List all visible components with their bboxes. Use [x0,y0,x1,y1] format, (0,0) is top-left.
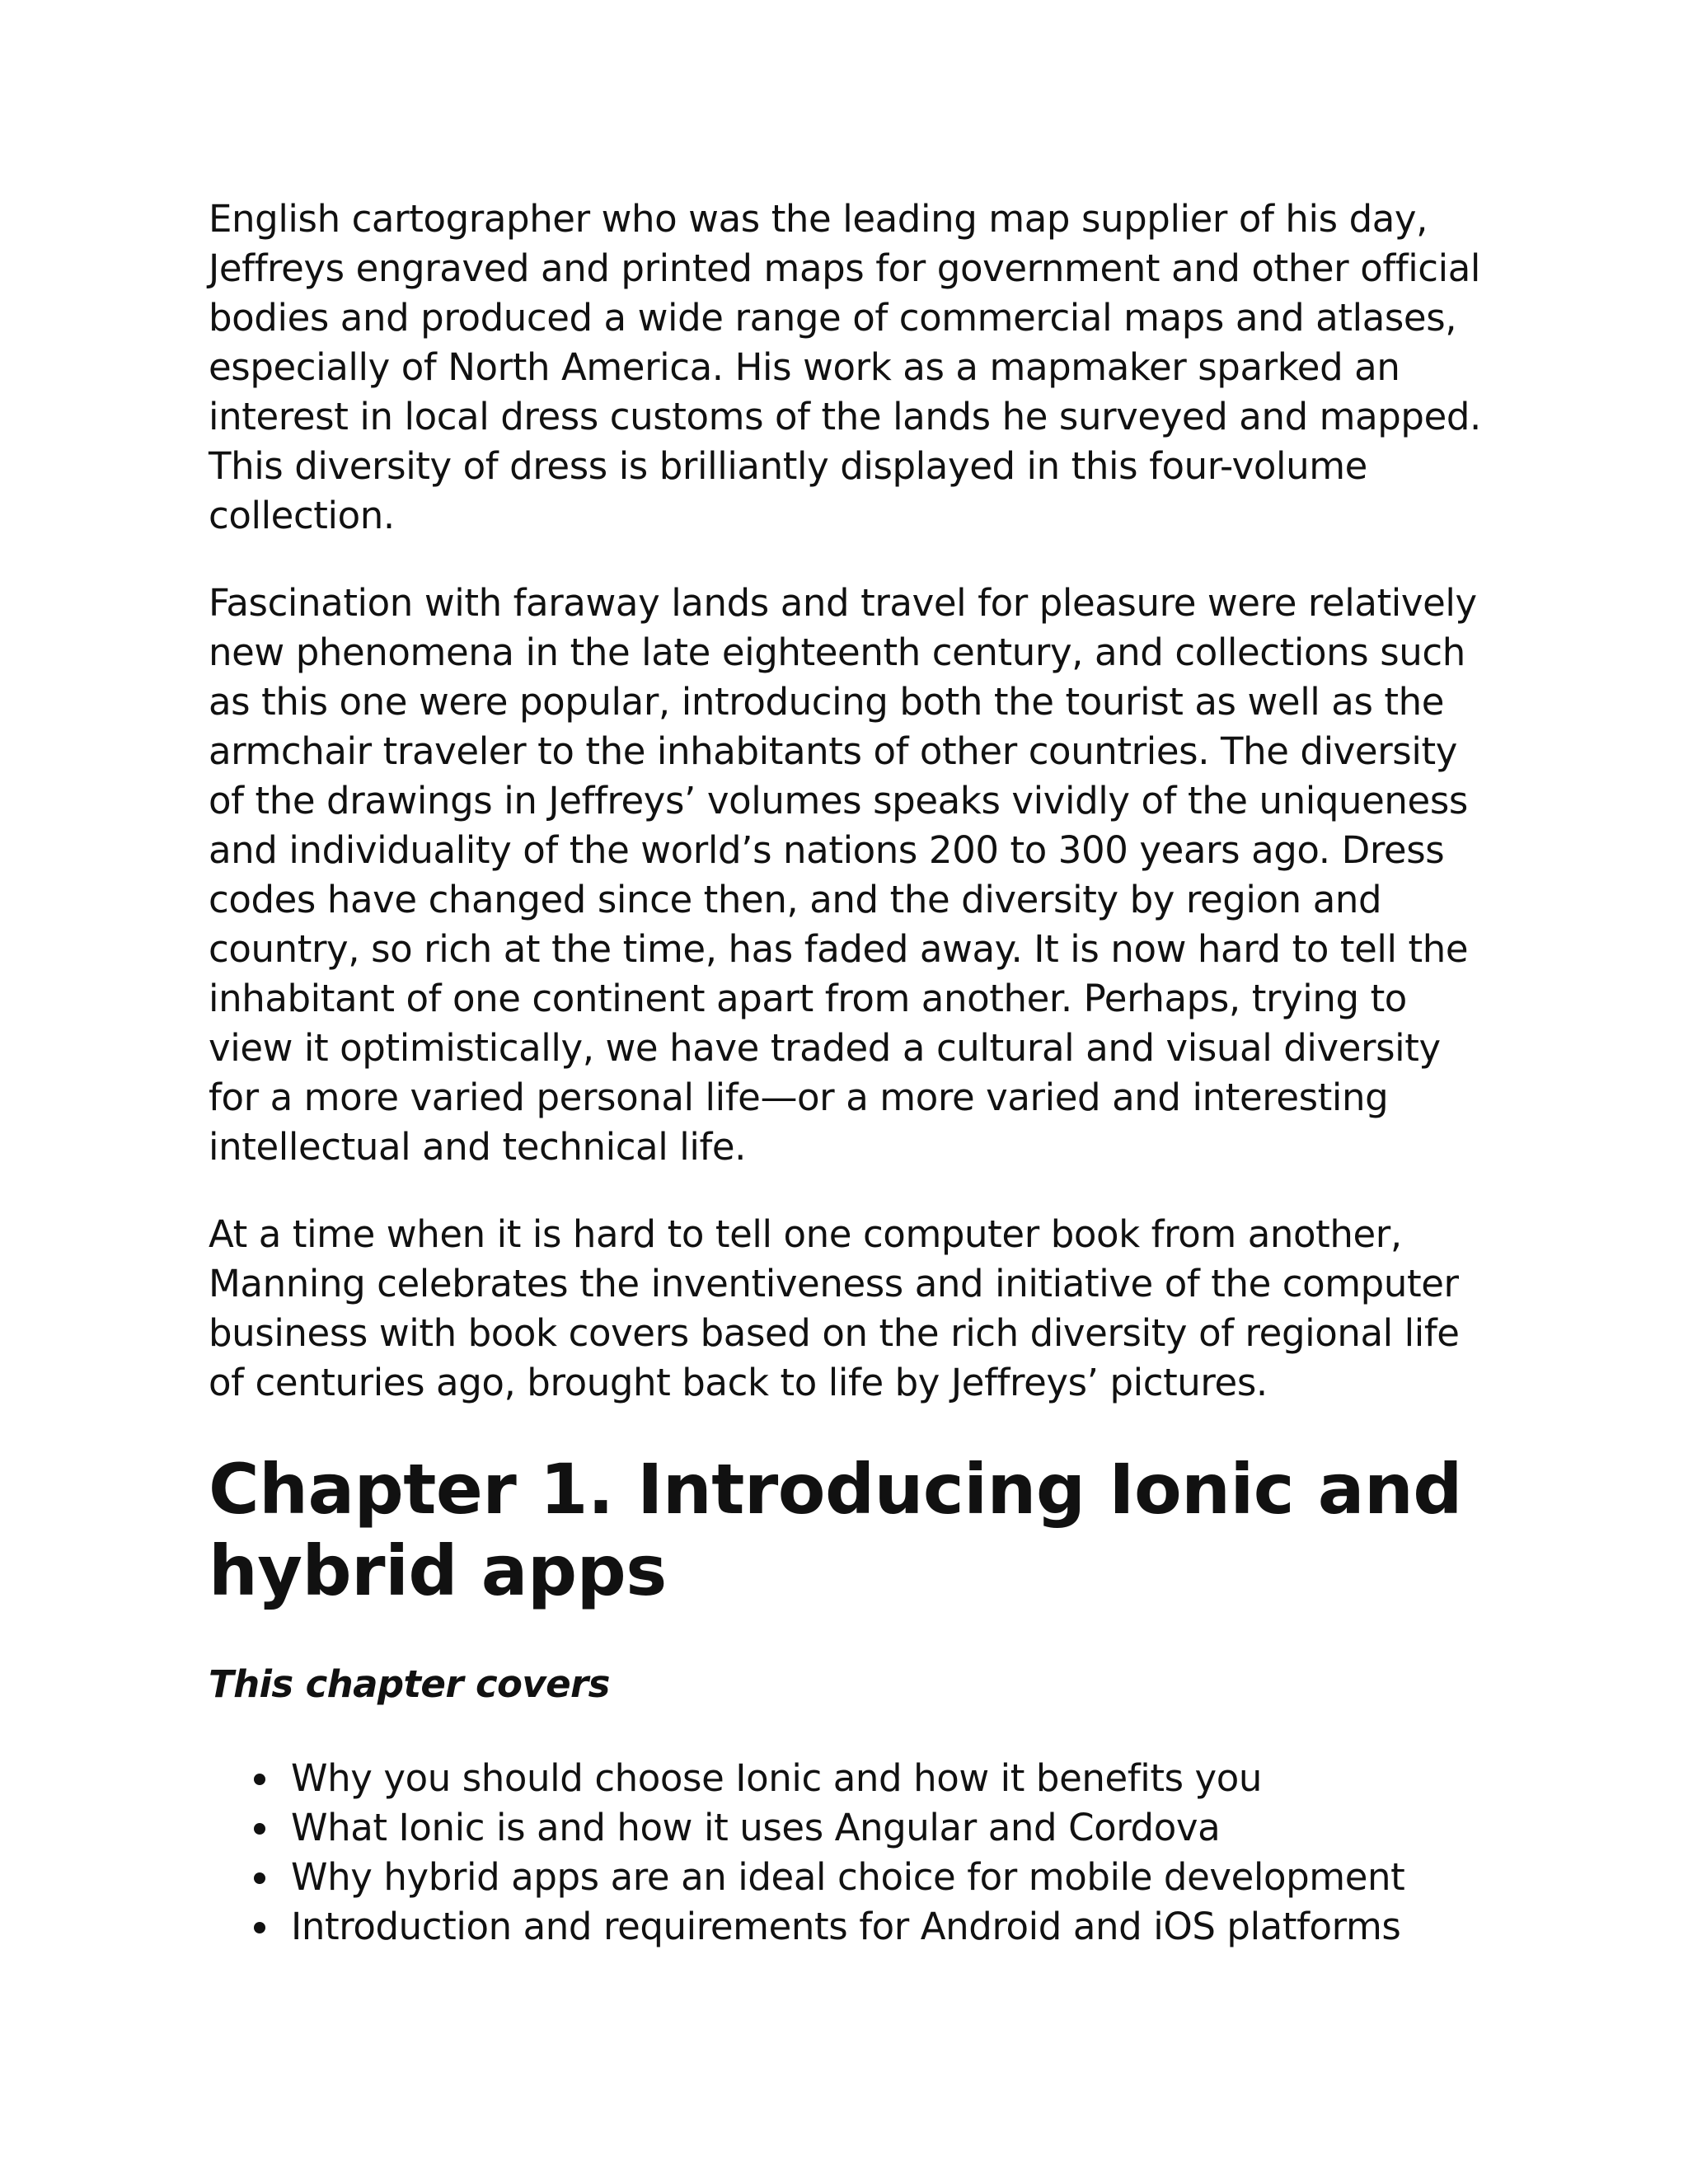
bullet-icon [254,1774,265,1785]
list-item-text: Why you should choose Ionic and how it benefits you [291,1756,1263,1800]
bullet-icon [254,1922,265,1933]
list-item [209,1902,1494,1952]
chapter-covers-list [209,1754,1494,1952]
document-page [209,194,1494,1952]
paragraph-fascination: Fascination with faraway lands and travel for pleasure were relatively new phenomena in the late eighteenth century, and collections such as this one were popular, introducing both the tourist as well as the armchair traveler to the inhabitants of other countries. The diversity of the drawings in Jeffreys’ volumes speaks vividly of the uniqueness and individuality of the world’s nations 200 to 300 years ago. Dress codes have changed since then, and the diversity by region and country, so rich at the time, has faded away. It is now hard to tell the inhabitant of one continent apart from another. Perhaps, trying to view it optimistically, we have traded a cultural and visual diversity for a more varied personal life—or a more varied and interesting intellectual and technical life. [209,581,1477,1169]
bullet-icon [254,1823,265,1835]
paragraph-manning: At a time when it is hard to tell one computer book from another, Manning celebrates the inventiveness and initiative of the computer business with book covers based on the rich diversity of regional life of centuries ago, brought back to life by Jeffreys’ pictures. [209,1212,1460,1404]
list-item-text: Introduction and requirements for Android and iOS platforms [291,1905,1401,1948]
list-item [209,1853,1494,1902]
list-item [209,1754,1494,1803]
paragraph-cartographer: English cartographer who was the leading map supplier of his day, Jeffreys engraved and printed maps for government and other official bodies and produced a wide range of commercial maps and atlases, especially of North America. His work as a mapmaker sparked an interest in local dress customs of the lands he surveyed and mapped. This diversity of dress is brilliantly displayed in this four-volume collection. [209,197,1481,537]
chapter-title: Chapter 1. Introducing Ionic and hybrid apps [209,1449,1462,1611]
chapter-covers-heading: This chapter covers [209,1662,610,1706]
list-item-text: Why hybrid apps are an ideal choice for mobile development [291,1855,1405,1899]
bullet-icon [254,1872,265,1884]
list-item [209,1803,1494,1853]
list-item-text: What Ionic is and how it uses Angular and Cordova [291,1806,1221,1849]
